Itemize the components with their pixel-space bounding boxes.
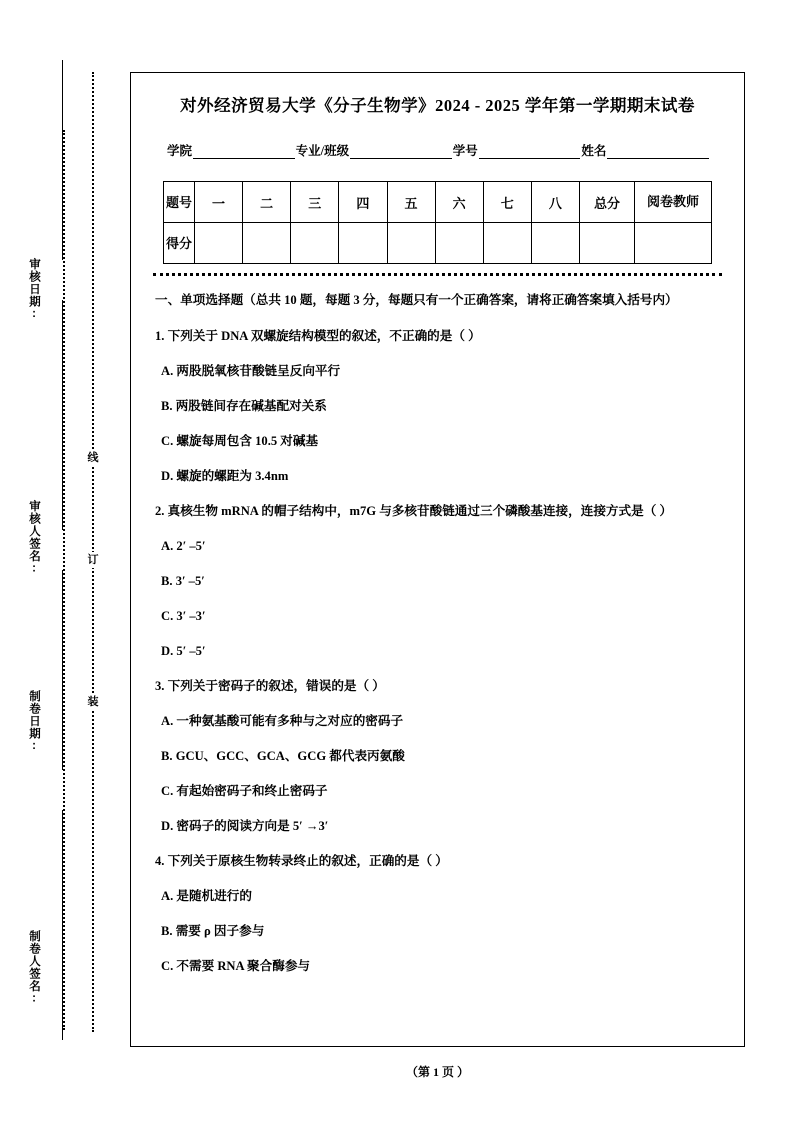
- score-cell-2[interactable]: [243, 223, 291, 264]
- info-blank-major-class[interactable]: [350, 145, 452, 159]
- info-blank-name[interactable]: [607, 145, 709, 159]
- question-4-option-c[interactable]: C. 不需要 RNA 聚合酶参与: [161, 959, 311, 973]
- question-2-option-d[interactable]: D. 5′ –5′: [161, 644, 206, 658]
- binding-char-bind: 装: [85, 694, 101, 710]
- score-cell-8[interactable]: [531, 223, 579, 264]
- score-cell-grader[interactable]: [635, 223, 712, 264]
- info-label-college: 学院: [167, 144, 193, 158]
- score-col-8: 八: [531, 182, 579, 223]
- question-2-option-b[interactable]: B. 3′ –5′: [161, 574, 205, 588]
- section-title-single-choice: 一、单项选择题（总共 10 题，每题 3 分，每题只有一个正确答案，请将正确答案填入括号内）: [155, 293, 678, 307]
- question-3-option-b[interactable]: B. GCU、GCC、GCA、GCG 都代表丙氨酸: [161, 749, 405, 763]
- binding-dotted-line-outer: [63, 130, 65, 1030]
- question-2-option-a[interactable]: A. 2′ –5′: [161, 539, 206, 553]
- info-blank-student-id[interactable]: [479, 145, 581, 159]
- info-label-name: 姓名: [581, 144, 607, 158]
- score-cell-total[interactable]: [580, 223, 635, 264]
- row-header-score: 得分: [164, 223, 195, 264]
- score-col-1: 一: [195, 182, 243, 223]
- score-col-7: 七: [483, 182, 531, 223]
- question-4-option-b[interactable]: B. 需要 ρ 因子参与: [161, 924, 265, 938]
- score-table-wrapper: [149, 181, 726, 264]
- margin-label-paper-date: 制卷日期:: [28, 690, 40, 753]
- score-col-grader: 阅卷教师: [635, 182, 712, 223]
- question-2-stem: 2. 真核生物 mRNA 的帽子结构中，m7G 与多核苷酸链通过三个磷酸基连接，连接方式是（ ）: [155, 504, 673, 518]
- row-header-question-number: 题号: [164, 182, 195, 223]
- score-cell-6[interactable]: [435, 223, 483, 264]
- page-title: 对外经济贸易大学《分子生物学》2024 - 2025 学年第一学期期末试卷: [180, 96, 695, 115]
- exam-paper-frame: [130, 72, 745, 1047]
- table-row-question-numbers: [164, 182, 712, 223]
- margin-label-reviewer-signature: 审核人签名:: [28, 500, 40, 576]
- score-col-4: 四: [339, 182, 387, 223]
- question-3-option-d[interactable]: D. 密码子的阅读方向是 5′ →3′: [161, 819, 329, 833]
- score-cell-4[interactable]: [339, 223, 387, 264]
- question-1-option-b[interactable]: B. 两股链间存在碱基配对关系: [161, 399, 327, 413]
- question-4-option-a[interactable]: A. 是随机进行的: [161, 889, 252, 903]
- question-1-stem: 1. 下列关于 DNA 双螺旋结构模型的叙述，不正确的是（ ）: [155, 329, 481, 343]
- student-info-line: [149, 141, 726, 159]
- score-cell-1[interactable]: [195, 223, 243, 264]
- binding-char-line: 线: [85, 450, 101, 466]
- margin-label-paper-maker-signature: 制卷人签名:: [28, 930, 40, 1006]
- question-4-stem: 4. 下列关于原核生物转录终止的叙述，正确的是（ ）: [155, 854, 448, 868]
- question-3-option-c[interactable]: C. 有起始密码子和终止密码子: [161, 784, 328, 798]
- score-cell-3[interactable]: [291, 223, 339, 264]
- table-row-scores: [164, 223, 712, 264]
- score-cell-7[interactable]: [483, 223, 531, 264]
- question-3-option-a[interactable]: A. 一种氨基酸可能有多种与之对应的密码子: [161, 714, 404, 728]
- score-col-total: 总分: [580, 182, 635, 223]
- score-cell-5[interactable]: [387, 223, 435, 264]
- score-table: [163, 181, 712, 264]
- page-footer: （第 1 页 ）: [405, 1065, 469, 1079]
- left-margin-annotations: [0, 0, 130, 1122]
- margin-label-review-date: 审核日期:: [28, 258, 40, 321]
- info-label-major-class: 专业/班级: [295, 144, 350, 158]
- question-2-option-c[interactable]: C. 3′ –3′: [161, 609, 206, 623]
- question-3-stem: 3. 下列关于密码子的叙述，错误的是（ ）: [155, 679, 385, 693]
- binding-char-staple: 订: [85, 552, 101, 568]
- info-label-student-id: 学号: [452, 144, 478, 158]
- question-1-option-a[interactable]: A. 两股脱氧核苷酸链呈反向平行: [161, 364, 341, 378]
- question-1-option-d[interactable]: D. 螺旋的螺距为 3.4nm: [161, 469, 289, 483]
- questions-body: [149, 276, 726, 976]
- question-1-option-c[interactable]: C. 螺旋每周包含 10.5 对碱基: [161, 434, 319, 448]
- score-col-2: 二: [243, 182, 291, 223]
- info-blank-college[interactable]: [193, 145, 295, 159]
- score-col-3: 三: [291, 182, 339, 223]
- score-col-5: 五: [387, 182, 435, 223]
- score-col-6: 六: [435, 182, 483, 223]
